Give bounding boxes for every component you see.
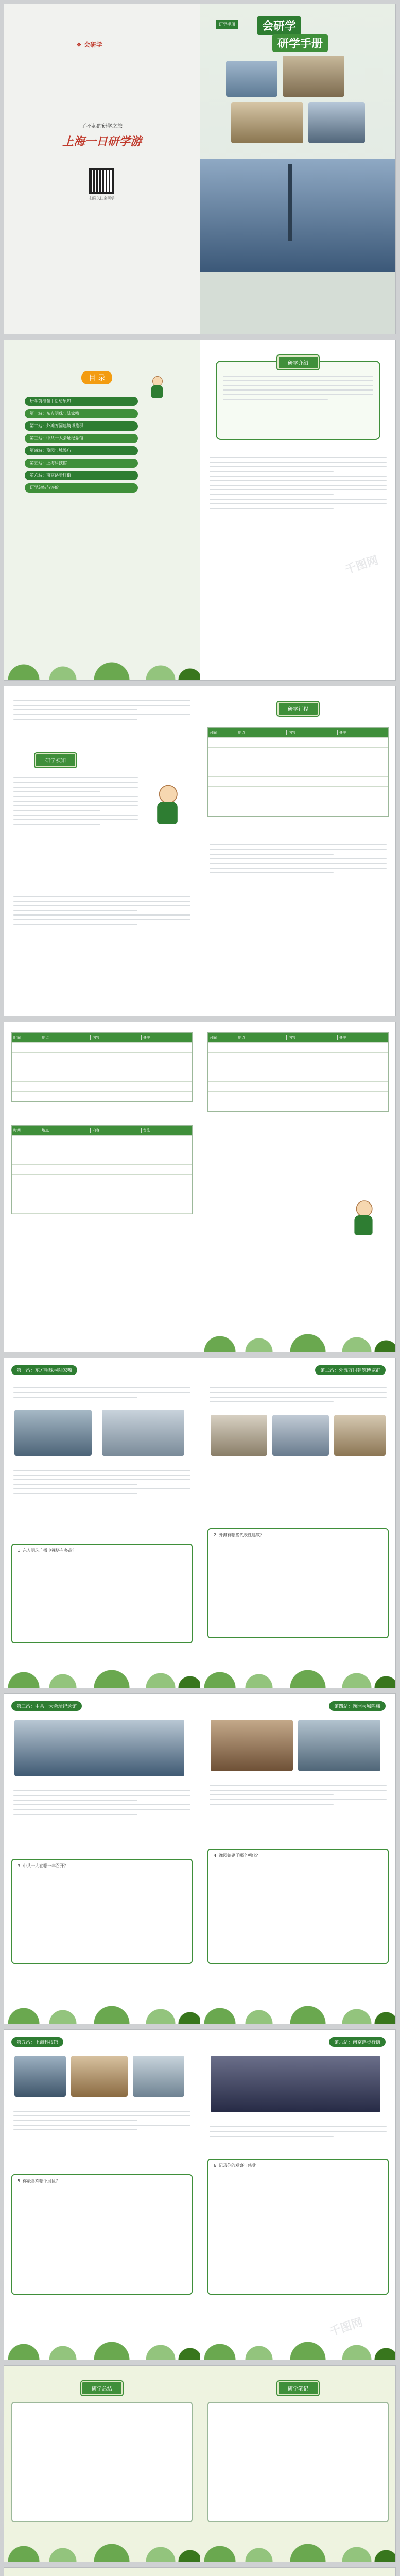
cover-title-1: 会研学: [257, 16, 301, 35]
kid-mascot: [148, 376, 166, 400]
back-slogan: 上海一日研学游: [62, 135, 142, 148]
intro-body: [210, 453, 387, 513]
station-5-page: [4, 2030, 200, 2360]
contents-page: [4, 340, 200, 680]
station-photo: [334, 1415, 386, 1456]
summary-page: [4, 2366, 200, 2562]
schedule-notes: [210, 841, 387, 877]
spread-summary: [4, 2366, 395, 2562]
station-body: [13, 1466, 190, 1498]
contents-item[interactable]: 研学前准备 | 活动须知: [25, 397, 138, 406]
qr-code: [89, 168, 114, 194]
question-box[interactable]: [207, 1528, 389, 1638]
table-row: [208, 796, 388, 806]
cover-ground: [200, 272, 395, 334]
table-header: [208, 728, 388, 738]
table-row: [208, 787, 388, 796]
table-row: [208, 777, 388, 787]
th: 时间: [12, 1128, 40, 1133]
question-box[interactable]: [207, 2159, 389, 2295]
cover-title-2: 研学手册: [272, 34, 328, 52]
question-box[interactable]: [11, 1544, 193, 1643]
bushes: [4, 1657, 200, 1688]
station-body: [210, 2123, 387, 2140]
notice-title: 研学须知: [35, 753, 76, 767]
th: 内容: [91, 1035, 141, 1040]
station-label: 第一站：东方明珠与陆家嘴: [11, 1365, 77, 1375]
table-row: [12, 1175, 192, 1184]
question-text: 3. 中共一大在哪一年召开？: [18, 1863, 68, 1868]
spread-notice: [4, 686, 395, 1016]
station-1-page: [4, 1358, 200, 1688]
station-text: [13, 1384, 190, 1401]
station-photo: [211, 2056, 380, 2112]
bushes: [4, 2329, 200, 2360]
table-row: [12, 1145, 192, 1155]
th: 时间: [208, 1035, 236, 1040]
table-row: [12, 1062, 192, 1072]
station-label: 第四站：豫园与城隍庙: [329, 1701, 386, 1711]
notes-title: 研学笔记: [277, 2381, 319, 2395]
bushes: [4, 2531, 200, 2562]
watermark: 千图网: [343, 554, 380, 577]
station-body: [210, 1782, 387, 1808]
station-4-page: [200, 1694, 395, 2024]
table-row: [208, 1092, 388, 1101]
th: 内容: [287, 1035, 337, 1040]
spread-contents: [4, 340, 395, 680]
station-3-page: [4, 1694, 200, 2024]
th: 内容: [91, 1128, 141, 1133]
contents-heading: 目 录: [81, 371, 112, 384]
station-text: [210, 1384, 387, 1406]
brand-name: 会研学: [83, 41, 102, 48]
th: 地点: [40, 1128, 91, 1133]
bushes: [200, 2531, 395, 2562]
station-label: 第五站：上海科技馆: [11, 2037, 63, 2047]
front-cover: [200, 4, 395, 334]
cover-photo-1: [226, 61, 277, 97]
question-text: 5. 你最喜欢哪个展区？: [18, 2179, 60, 2183]
table-row: [12, 1165, 192, 1175]
bushes: [200, 1321, 395, 1352]
schedule-title: 研学行程: [277, 702, 319, 716]
station-2-page: [200, 1358, 395, 1688]
station-photo: [14, 1410, 92, 1456]
table-row: [208, 1062, 388, 1072]
th: 地点: [236, 730, 287, 735]
schedule-table-2: [11, 1032, 193, 1102]
spread-cover: [4, 4, 395, 334]
intro-page: [200, 340, 395, 680]
table-row: [12, 1204, 192, 1214]
notice-text-top: [13, 697, 190, 723]
th: 备注: [142, 1035, 192, 1040]
station-label: 第二站：外滩万国建筑博览群: [315, 1365, 386, 1375]
schedule-page: [200, 686, 395, 1016]
bushes: [200, 2329, 395, 2360]
th: 时间: [12, 1035, 40, 1040]
notice-list-2: [13, 892, 190, 928]
question-box[interactable]: [11, 1859, 193, 1964]
summary-box[interactable]: [11, 2402, 193, 2522]
bushes: [4, 1993, 200, 2024]
table-header: [208, 1033, 388, 1043]
brand-logo: ❖ 会研学: [76, 41, 102, 48]
contents-item[interactable]: 第六站：南京路步行街: [25, 471, 138, 480]
question-text: 4. 豫园始建于哪个朝代？: [214, 1853, 260, 1858]
bushes: [200, 1657, 395, 1688]
th: 时间: [208, 730, 236, 735]
question-box[interactable]: [11, 2174, 193, 2295]
th: 备注: [338, 730, 388, 735]
skyline-tower: [288, 164, 292, 241]
station-body: [13, 2107, 190, 2134]
th: 备注: [338, 1035, 388, 1040]
table-row: [208, 757, 388, 767]
cover-skyline: [200, 159, 395, 272]
station-photo: [298, 1720, 380, 1771]
schedule-page-2: [4, 1022, 200, 1352]
question-text: 2. 外滩有哪些代表性建筑？: [214, 1533, 265, 1537]
question-box[interactable]: [207, 1849, 389, 1964]
station-photo: [211, 1720, 293, 1771]
question-text: 1. 东方明珠广播电视塔有多高？: [18, 1548, 77, 1553]
spread-stations-1: [4, 1358, 395, 1688]
watermark: 千图网: [328, 2316, 364, 2339]
table-row: [208, 1072, 388, 1082]
contents-item[interactable]: 第一站：东方明珠与陆家嘴: [25, 409, 138, 418]
schedule-table: [207, 727, 389, 817]
table-row: [12, 1092, 192, 1101]
table-row: [208, 1043, 388, 1053]
table-row: [12, 1194, 192, 1204]
notice-page: [4, 686, 200, 1016]
back-cover: [4, 4, 200, 334]
contents-item[interactable]: 第四站：豫园与城隍庙: [25, 446, 138, 455]
summary-title: 研学总结: [81, 2381, 123, 2395]
station-photo: [71, 2056, 128, 2097]
question-text: 6. 记录你的观察与感受: [214, 2163, 256, 2168]
table-row: [208, 748, 388, 757]
spread-stations-3: [4, 2030, 395, 2360]
contents-item[interactable]: 第二站：外滩万国建筑博览群: [25, 421, 138, 431]
th: 内容: [287, 730, 337, 735]
back-tagline: 了不起的研学之旅: [81, 124, 123, 129]
station-label: 第六站：南京路步行街: [329, 2037, 386, 2047]
station-body: [13, 1787, 190, 1818]
station-6-page: [200, 2030, 395, 2360]
table-row: [12, 1184, 192, 1194]
station-photo: [14, 1720, 184, 1776]
schedule-table-4: [207, 1032, 389, 1112]
spread-stations-2: [4, 1694, 395, 2024]
spread-schedule: [4, 1022, 395, 1352]
th: 地点: [236, 1035, 287, 1040]
notes-box[interactable]: [207, 2402, 389, 2522]
table-row: [12, 1072, 192, 1082]
schedule-table-3: [11, 1125, 193, 1214]
cover-badge: 研学手册: [216, 20, 238, 29]
station-label: 第三站：中共一大会址纪念馆: [11, 1701, 82, 1711]
reflection-page: [4, 2568, 200, 2576]
intro-title: 研学介绍: [277, 355, 319, 369]
cover-photo-2: [283, 56, 344, 97]
table-header: [12, 1126, 192, 1136]
notes-page: [200, 2366, 395, 2562]
table-header: [12, 1033, 192, 1043]
station-photo: [14, 2056, 66, 2097]
station-photo: [102, 1410, 184, 1456]
cover-photo-4: [308, 102, 365, 143]
schedule-page-3: [200, 1022, 395, 1352]
contents-item[interactable]: 第五站：上海科技馆: [25, 459, 138, 468]
table-row: [208, 806, 388, 816]
evaluation-page: [200, 2568, 395, 2576]
table-row: [208, 1101, 388, 1111]
table-row: [208, 1082, 388, 1092]
contents-list: [25, 397, 138, 496]
table-row: [208, 1053, 388, 1062]
table-row: [12, 1082, 192, 1092]
contents-item[interactable]: 研学总结与评价: [25, 483, 138, 493]
table-row: [12, 1136, 192, 1145]
station-photo: [211, 1415, 267, 1456]
th: 备注: [142, 1128, 192, 1133]
qr-caption: 扫码关注会研学: [89, 196, 115, 200]
kid-mascot: [151, 785, 183, 828]
kid-mascot: [350, 1200, 377, 1239]
intro-text: [223, 372, 373, 403]
table-row: [12, 1053, 192, 1062]
station-photo: [133, 2056, 184, 2097]
bushes: [200, 1993, 395, 2024]
table-row: [12, 1043, 192, 1053]
station-photo: [272, 1415, 329, 1456]
table-row: [12, 1155, 192, 1165]
notice-list: [13, 774, 138, 828]
table-row: [208, 767, 388, 777]
table-row: [208, 738, 388, 748]
contents-item[interactable]: 第三站：中共一大会址纪念馆: [25, 434, 138, 443]
th: 地点: [40, 1035, 91, 1040]
cover-photo-3: [231, 102, 303, 143]
spread-evaluation: [4, 2568, 395, 2576]
bushes: [4, 649, 200, 680]
